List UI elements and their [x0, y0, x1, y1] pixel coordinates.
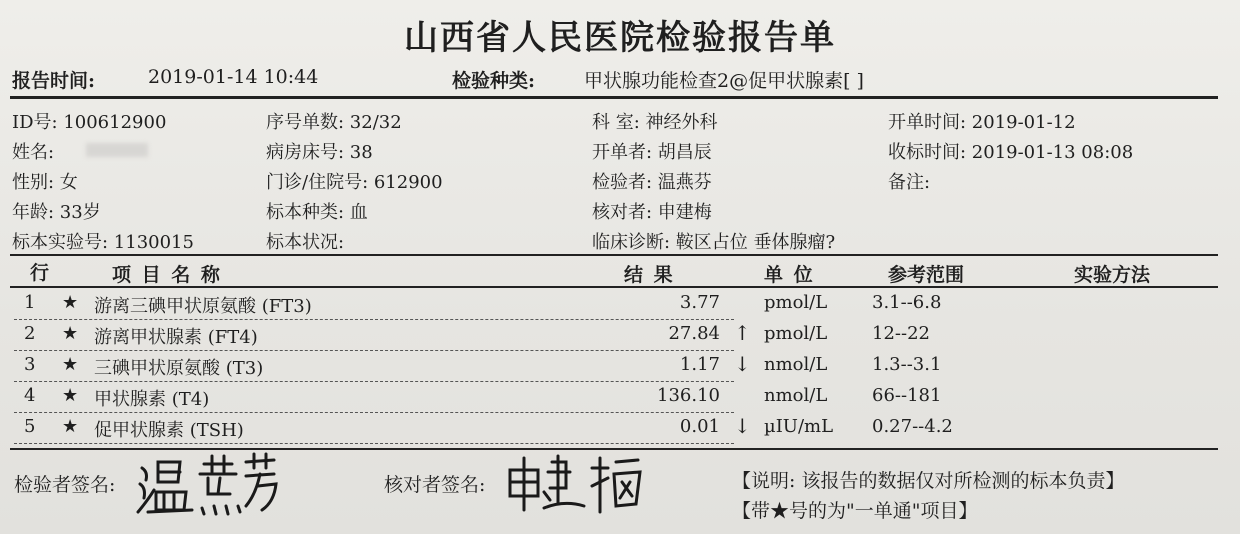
reference-range: 3.1--6.8 [872, 292, 942, 313]
name-redaction [86, 143, 148, 157]
unit: nmol/L [764, 385, 828, 406]
item-name: 游离甲状腺素 (FT4) [94, 327, 258, 348]
ordering-doctor: 开单者: 胡昌辰 [592, 142, 712, 163]
checker-signature [504, 452, 644, 516]
row-divider [14, 443, 734, 444]
table-header-rule [10, 286, 1218, 288]
report-time-label: 报告时间: [12, 70, 96, 92]
checker: 核对者: 申建梅 [592, 202, 712, 223]
checker-sign-label: 核对者签名: [384, 474, 486, 496]
sequence-number: 序号单数: 32/32 [266, 112, 402, 133]
bed-number: 病房床号: 38 [266, 142, 373, 163]
item-name: 促甲状腺素 (TSH) [94, 420, 244, 441]
report-title: 山西省人民医院检验报告单 [404, 18, 836, 58]
one-stop-note: 【带★号的为"一单通"项目】 [732, 500, 978, 522]
patient-id: ID号: 100612900 [12, 112, 167, 133]
table-row [0, 290, 1240, 321]
star-marker: ★ [62, 323, 79, 344]
col-header-row: 行 [30, 262, 50, 284]
report-time-value: 2019-01-14 10:44 [148, 66, 319, 88]
specimen-type: 标本种类: 血 [266, 202, 368, 223]
receive-time: 收标时间: 2019-01-13 08:08 [888, 142, 1134, 163]
visit-number: 门诊/住院号: 612900 [266, 172, 443, 193]
row-divider [14, 412, 734, 413]
col-header-result: 结 果 [624, 264, 675, 286]
tester: 检验者: 温燕芬 [592, 172, 712, 193]
star-marker: ★ [62, 385, 79, 406]
tester-sign-label: 检验者签名: [14, 474, 116, 496]
row-divider [14, 381, 734, 382]
result-value: 136.10 [657, 385, 720, 406]
reference-range: 12--22 [872, 323, 930, 344]
star-marker: ★ [62, 292, 79, 313]
order-time: 开单时间: 2019-01-12 [888, 112, 1076, 133]
age: 年龄: 33岁 [12, 202, 101, 223]
result-value: 1.17 [679, 354, 720, 375]
unit: pmol/L [764, 292, 828, 313]
unit: µIU/mL [764, 416, 834, 437]
star-marker: ★ [62, 416, 79, 437]
row-number: 4 [24, 385, 36, 406]
reference-range: 66--181 [872, 385, 942, 406]
row-divider [14, 319, 734, 320]
table-row [0, 414, 1240, 445]
lab-number: 标本实验号: 1130015 [12, 232, 194, 253]
col-header-item: 项 目 名 称 [112, 264, 222, 286]
table-row [0, 321, 1240, 352]
col-header-reference: 参考范围 [888, 264, 965, 286]
remark: 备注: [888, 172, 931, 193]
result-value: 3.77 [679, 292, 720, 313]
result-flag: ↑ [734, 321, 751, 345]
col-header-method: 实验方法 [1074, 264, 1151, 286]
tester-signature [134, 450, 284, 520]
result-flag: ↓ [734, 414, 751, 438]
row-number: 3 [24, 354, 36, 375]
disclaimer-note: 【说明: 该报告的数据仅对所检测的标本负责】 [732, 470, 1125, 492]
item-name: 甲状腺素 (T4) [94, 389, 210, 410]
name-label: 姓名: [12, 142, 55, 163]
sex: 性别: 女 [12, 172, 78, 193]
info-rule [10, 254, 1218, 256]
row-number: 2 [24, 323, 36, 344]
row-number: 1 [24, 292, 36, 313]
result-value: 0.01 [679, 416, 720, 437]
department: 科 室: 神经外科 [592, 112, 718, 133]
star-marker: ★ [62, 354, 79, 375]
result-flag: ↓ [734, 352, 751, 376]
row-number: 5 [24, 416, 36, 437]
item-name: 三碘甲状原氨酸 (T3) [94, 358, 264, 379]
result-value: 27.84 [668, 323, 720, 344]
test-type-value: 甲状腺功能检查2@促甲状腺素[ ] [584, 70, 864, 92]
unit: nmol/L [764, 354, 828, 375]
reference-range: 1.3--3.1 [872, 354, 942, 375]
specimen-status: 标本状况: [266, 232, 345, 253]
item-name: 游离三碘甲状原氨酸 (FT3) [94, 296, 312, 317]
clinical-diagnosis: 临床诊断: 鞍区占位 垂体腺瘤? [592, 232, 836, 253]
table-row [0, 383, 1240, 414]
reference-range: 0.27--4.2 [872, 416, 953, 437]
row-divider [14, 350, 734, 351]
header-rule [10, 96, 1218, 99]
col-header-unit: 单 位 [764, 264, 815, 286]
unit: pmol/L [764, 323, 828, 344]
test-type-label: 检验种类: [452, 70, 536, 92]
table-row [0, 352, 1240, 383]
